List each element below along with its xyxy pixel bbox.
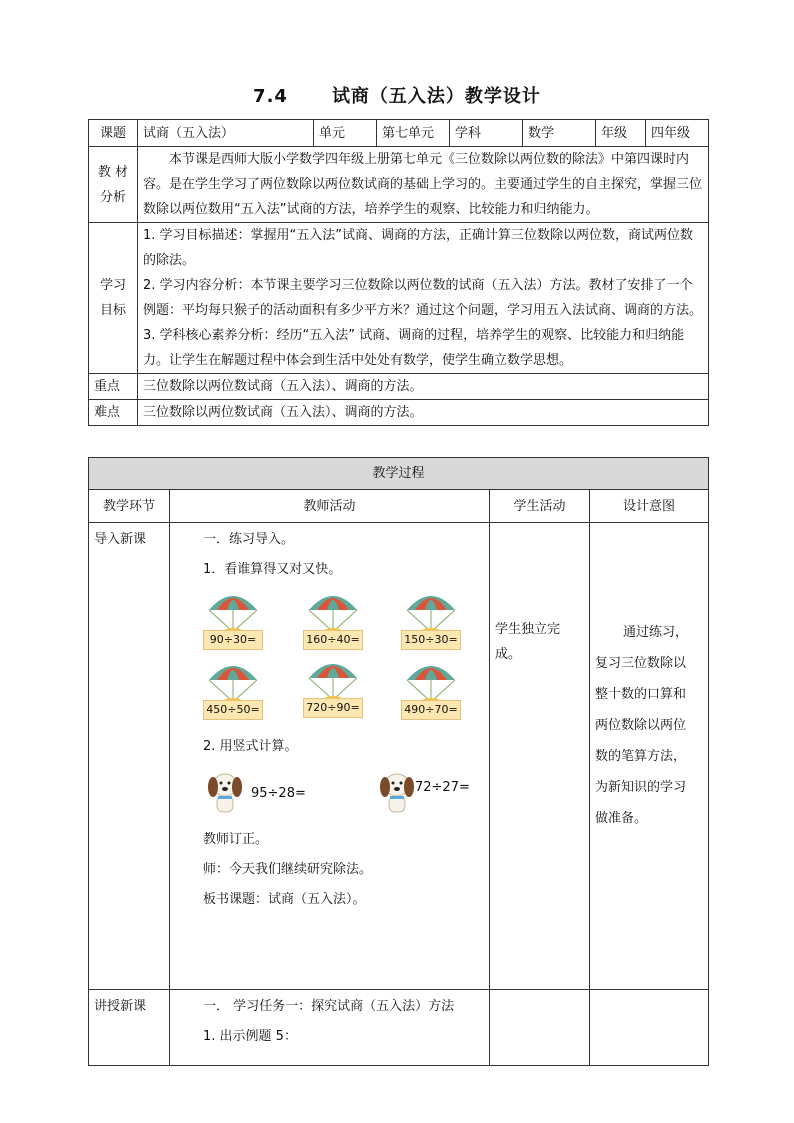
grade-label: 年级: [596, 120, 646, 147]
parachute-equation: 160÷40=: [303, 630, 363, 650]
intro-stage: 导入新课: [89, 523, 170, 990]
parachute-item: [401, 588, 461, 652]
parachute-item: [203, 588, 263, 652]
intro-line4: 教师订正。: [203, 832, 269, 847]
title-number: 7.4: [253, 86, 288, 107]
analysis-label: [89, 147, 138, 223]
key-point-label: 重点: [89, 374, 138, 400]
parachute-equation: 150÷30=: [401, 630, 461, 650]
parachute-icon: [401, 588, 461, 632]
dog-equation: 95÷28=: [251, 786, 306, 801]
unit-value: 第七单元: [377, 120, 450, 147]
purpose-line: 做准备。: [595, 811, 648, 826]
header-purpose: 设计意图: [590, 490, 709, 523]
teach-stage: 讲授新课: [89, 990, 170, 1066]
intro-line6: 板书课题：试商（五入法）。: [203, 892, 366, 907]
parachute-icon: [401, 658, 461, 702]
goals-label-line2: 目标: [99, 303, 126, 318]
analysis-text: 本节课是西师大版小学数学四年级上册第七单元《三位数除以两位数的除法》中第四课时内容。是在学生学习了两位数除以两位数试商的基础上学习的。主要通过学生的自主探究，掌握三位数除以两位数用“五入法”试商的方法，培养学生的观察、比较能力和归纳能力。: [138, 147, 709, 223]
purpose-line: 数的笔算方法，: [595, 749, 687, 764]
unit-label: 单元: [314, 120, 377, 147]
goal-item: 1. 学习目标描述：掌握用“五入法”试商、调商的方法，正确计算三位数除以两位数，商试两位数的除法。: [143, 228, 694, 268]
parachute-equation: 450÷50=: [203, 700, 263, 720]
dog-icon: [205, 767, 245, 815]
written-calculation-exercises: [175, 765, 484, 817]
parachute-icon: [203, 658, 263, 702]
teach-purpose: [590, 990, 709, 1066]
dog-equation: 72÷27=: [415, 780, 470, 795]
document-title: [0, 82, 794, 108]
difficulty-label: 难点: [89, 400, 138, 426]
analysis-label-line2: 分析: [99, 189, 126, 205]
info-table: [88, 119, 709, 426]
discipline-value: 数学: [523, 120, 596, 147]
parachute-equation: 490÷70=: [401, 700, 461, 720]
purpose-line: 通过练习，: [623, 625, 689, 640]
process-table: [88, 457, 709, 1066]
student-activity-text: 学生独立完成。: [495, 622, 561, 662]
goal-item: 3. 学科核心素养分析：经历“五入法” 试商、调商的过程，培养学生的观察、比较能力和归纳能力。让学生在解题过程中体会到生活中处处有数学，使学生确立数学思想。: [143, 328, 685, 368]
key-point-text: 三位数除以两位数试商（五入法）、调商的方法。: [138, 374, 709, 400]
intro-line5: 师：今天我们继续研究除法。: [203, 862, 373, 877]
goals-label: [89, 223, 138, 374]
parachute-item: [401, 658, 461, 722]
parachute-exercises: [175, 588, 484, 726]
parachute-item: [203, 658, 263, 722]
goals-label-line1: 学习: [99, 278, 126, 293]
goal-item: 2. 学习内容分析：本节课主要学习三位数除以两位数的试商（五入法）方法。教材了安排了一个例题：平均每只猴子的活动面积有多少平方米？通过这个问题，学习用五入法试商、调商的方法。: [143, 278, 703, 318]
parachute-equation: 720÷90=: [303, 698, 363, 718]
grade-value: 四年级: [646, 120, 709, 147]
intro-purpose: [590, 523, 709, 990]
process-band: 教学过程: [89, 458, 709, 490]
purpose-line: 整十数的口算和: [595, 687, 687, 702]
purpose-line: 复习三位数除以: [595, 656, 687, 671]
subject-label: 课题: [89, 120, 138, 147]
teach-line1: 一． 学习任务一：探究试商（五入法）方法: [203, 999, 455, 1014]
goals-text: [138, 223, 709, 374]
discipline-label: 学科: [450, 120, 523, 147]
parachute-icon: [203, 588, 263, 632]
intro-line1: 一．练习导入。: [203, 532, 295, 547]
parachute-equation: 90÷30=: [203, 630, 263, 650]
difficulty-text: 三位数除以两位数试商（五入法）、调商的方法。: [138, 400, 709, 426]
purpose-line: 两位数除以两位: [595, 718, 687, 733]
parachute-item: [303, 656, 363, 720]
intro-student: [490, 523, 590, 990]
subject-value: 试商（五入法）: [138, 120, 314, 147]
teach-student: [490, 990, 590, 1066]
parachute-icon: [303, 656, 363, 700]
intro-activity: [170, 523, 490, 990]
analysis-label-line1: 教 材: [97, 164, 129, 180]
header-stage: 教学环节: [89, 490, 170, 523]
header-teacher: 教师活动: [170, 490, 490, 523]
teach-line2: 1. 出示例题 5：: [203, 1029, 297, 1044]
parachute-icon: [303, 588, 363, 632]
parachute-item: [303, 588, 363, 652]
dog-icon: [377, 767, 417, 815]
teach-activity: [170, 990, 490, 1066]
header-student: 学生活动: [490, 490, 590, 523]
title-text: 试商（五入法）教学设计: [331, 86, 541, 107]
intro-line2: 1．看谁算得又对又快。: [203, 562, 342, 577]
purpose-line: 为新知识的学习: [595, 780, 687, 795]
intro-line3: 2. 用竖式计算。: [203, 739, 298, 754]
